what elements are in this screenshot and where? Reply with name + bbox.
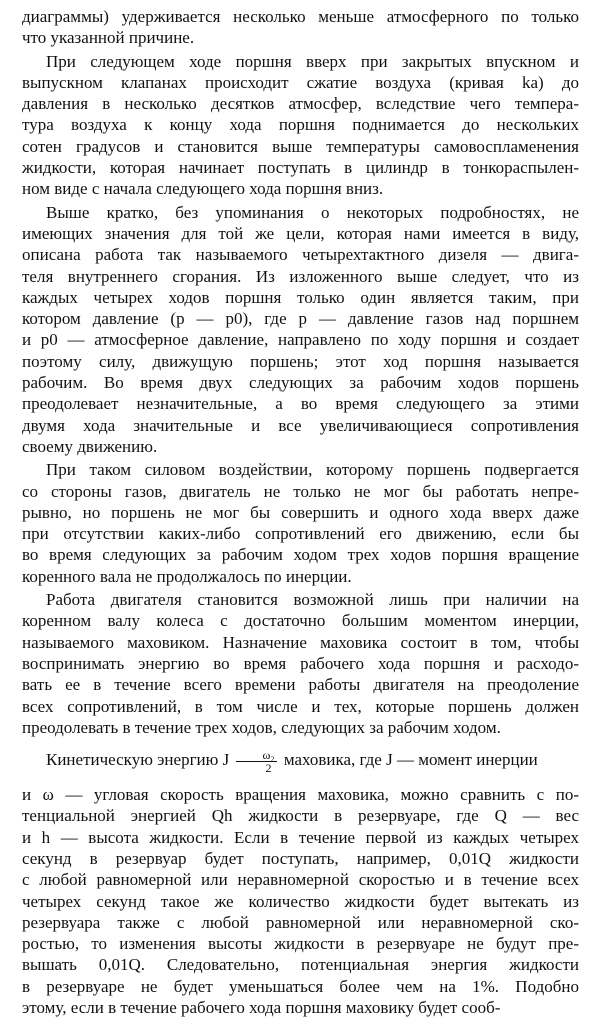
text-line: жидкости, которая начинает поступать в цилиндр в тонкораспылен- (22, 158, 579, 178)
paragraph (22, 589, 579, 738)
text-line: и ω — угловая скорость вращения маховика, можно сравнить с по- (22, 785, 579, 805)
text-line: каждых четырех ходов поршня только один является таким, при (22, 287, 579, 307)
text-line: двумя хода значительные и все увеличивающиеся сопротивления (22, 415, 579, 435)
text-line: коренном валу колеса с достаточно большим моментом инерции, (22, 611, 579, 631)
text-line: преодолевает незначительные, а во время следующего за этими (22, 394, 579, 414)
text-line: со стороны газов, двигатель не только не мог бы работать непре- (22, 481, 579, 501)
final-paragraph-container (22, 784, 579, 1018)
paragraph (22, 51, 579, 200)
text-line: называемого маховиком. Назначение маховика состоит в том, чтобы (22, 632, 579, 652)
formula-text-before: Кинетическую энергию J (46, 750, 230, 770)
text-line: сотен градусов и становится выше температуры самовоспламенения (22, 136, 579, 156)
formula-line (22, 744, 579, 776)
fraction (236, 749, 276, 774)
text-line: поэтому силу, движущую поршень; этот ход поршня называется (22, 351, 579, 371)
text-line: При таком силовом воздействии, которому поршень подвергается (46, 460, 579, 480)
text-line: секунд в резервуар будет поступать, например, 0,01Q жидкости (22, 848, 579, 868)
text-line: при отсутствии каких-либо сопротивлений его движению, если бы (22, 524, 579, 544)
text-line: тенциальной энергией Qh жидкости в резервуаре, где Q — вес (22, 806, 579, 826)
text-line: преодолевать в течение трех ходов, следующих за рабочим ходом. (22, 717, 501, 737)
paragraph (22, 459, 579, 587)
paragraph (22, 784, 579, 1018)
text-line: коренного вала не продолжалось по инерции. (22, 566, 352, 586)
text-line: этому, если в течение рабочего хода поршня маховику будет сооб- (22, 998, 501, 1018)
text-line: имеющих значения для той же цели, которая нами имеется в виду, (22, 223, 579, 243)
fraction-denominator: 2 (265, 760, 272, 775)
text-line: вышать 0,01Q. Следовательно, потенциальная энергия жидкости (22, 955, 579, 975)
body-text (22, 6, 579, 738)
text-line: рывно, но поршень не мог бы совершить и одного хода вверх даже (22, 502, 579, 522)
text-line: выпускном клапанах происходит сжатие воздуха (кривая ka) до (22, 72, 579, 92)
text-line: тура воздуха к концу хода поршня поднимается до нескольких (22, 115, 579, 135)
text-line: что указанной причине. (22, 28, 195, 48)
text-line: ростью, то изменения высоты жидкости в резервуаре не будут пре- (22, 934, 579, 954)
text-line: рабочим. Во время двух следующих за рабочим ходов поршень (22, 373, 579, 393)
text-line: ном виде с начала следующего хода поршня вниз. (22, 179, 384, 199)
paragraph (22, 202, 579, 458)
text-line: всех сопротивлений, в том числе и тех, которые поршень должен (22, 696, 579, 716)
text-line: во время следующих за рабочим ходом трех ходов поршня вращение (22, 545, 579, 565)
text-line: четырех секунд такое же количество жидкости будет вытекать из (22, 891, 579, 911)
text-line: своему движению. (22, 436, 158, 456)
text-line: давления в несколько десятков атмосфер, вследствие чего темпера- (22, 94, 579, 114)
text-line: диаграммы) удерживается несколько меньше атмосферного по только (22, 7, 579, 26)
text-line: и p0 — атмосферное давление, направлено по ходу поршня и создает (22, 330, 579, 350)
text-line: Работа двигателя становится возможной лишь при наличии на (46, 590, 579, 610)
text-line: Выше кратко, без упоминания о некоторых подробностях, не (46, 202, 579, 222)
fraction-numerator: ω₂ (236, 749, 276, 762)
text-line: с любой равномерной или неравномерной скоростью и в течение всех (22, 870, 579, 890)
text-line: вать ее в течение всего времени работы двигателя на преодоление (22, 675, 579, 695)
text-line: и h — высота жидкости. Если в течение первой из каждых четырех (22, 827, 579, 847)
text-line: теля внутреннего сгорания. Из изложенного выше следует, что из (22, 266, 579, 286)
text-line: в резервуаре не будет уменьшаться более чем на 1%. Подобно (22, 976, 579, 996)
text-line: описана работа так называемого четырехтактного дизеля — двига- (22, 245, 579, 265)
text-line: воспринимать энергию во время рабочего хода поршня и расходо- (22, 653, 579, 673)
paragraph (22, 6, 579, 49)
text-line: При следующем ходе поршня вверх при закрытых впускном и (46, 51, 579, 71)
text-line: котором давление (p — p0), где p — давление газов над поршнем (22, 309, 579, 329)
formula-text-after: маховика, где J — момент инерции (283, 750, 538, 770)
text-line: резервуара также с любой равномерной или неравномерной ско- (22, 912, 579, 932)
